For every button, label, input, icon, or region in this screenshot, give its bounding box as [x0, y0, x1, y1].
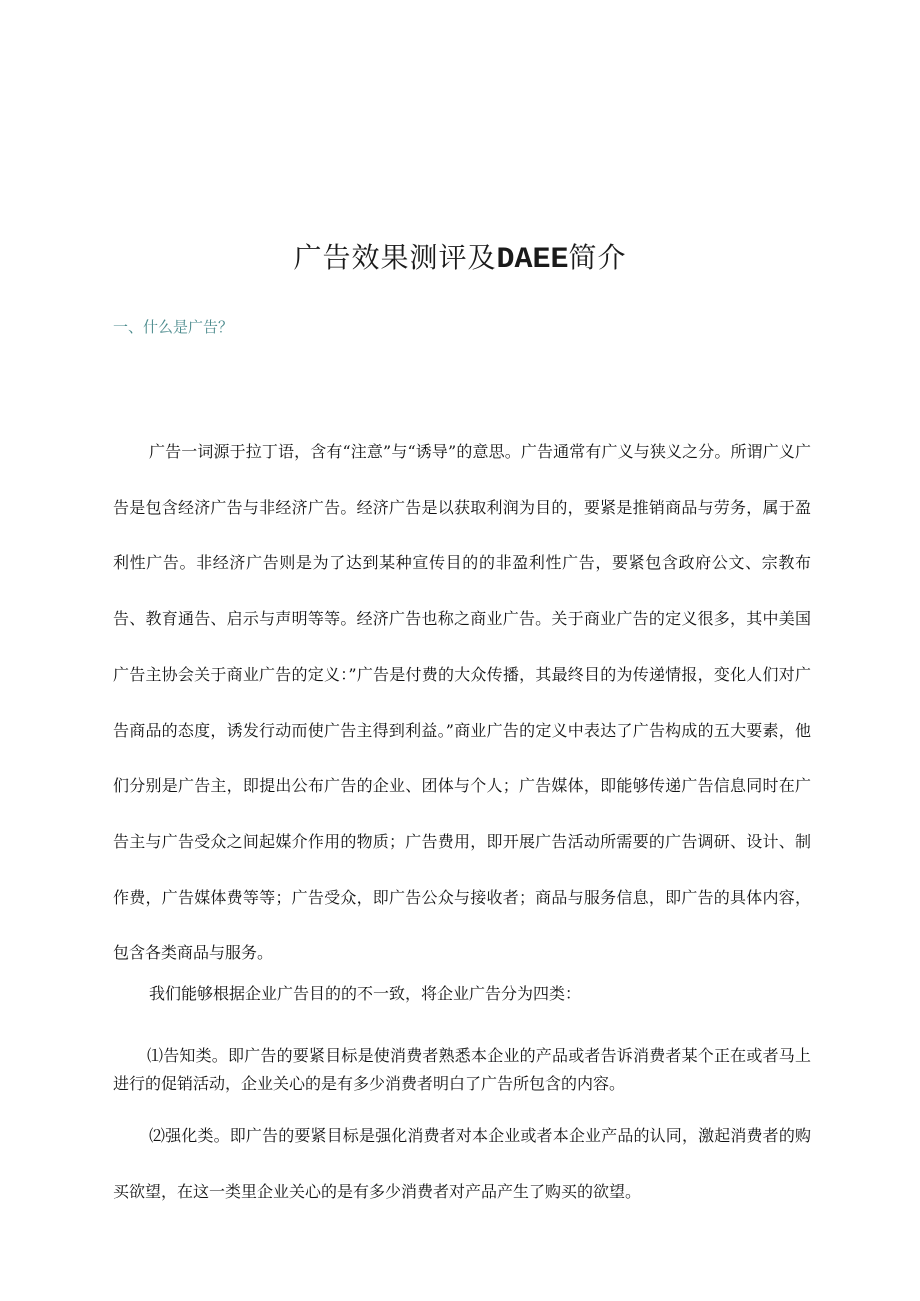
title-latin: DAEE: [496, 243, 569, 277]
document-title: [0, 236, 920, 282]
paragraph-inform-type: ⑴告知类。即广告的要紧目标是使消费者熟悉本企业的产品或者告诉消费者某个正在或者马上进行的促销活动，企业关心的是有多少消费者明白了广告所包含的内容。: [113, 1046, 811, 1093]
title-prefix: 广告效果测评及: [293, 241, 497, 274]
section-heading: 一、什么是广告？: [113, 318, 234, 336]
paragraph-categories-intro: 我们能够根据企业广告目的的不一致，将企业广告分为四类：: [149, 984, 582, 1003]
paragraph-definition: 广告一词源于拉丁语，含有“注意”与“诱导”的意思。广告通常有广义与狭义之分。所谓广义广告是包含经济广告与非经济广告。经济广告是以获取利润为目的，要紧是推销商品与劳务，属于盈利性广告。非经济广告则是为了达到某种宣传目的的非盈利性广告，要紧包含政府公文、宗教布告、教育通告、启示与声明等等。经济广告也称之商业广告。关于商业广告的定义很多，其中美国广告主协会关于商业广告的定义：”广告是付费的大众传播，其最终目的为传递情报，变化人们对广告商品的态度，诱发行动而使广告主得到利益。”商业广告的定义中表达了广告构成的五大要素，他们分别是广告主，即提出公布广告的企业、团体与个人；广告媒体，即能够传递广告信息同时在广告主与广告受众之间起媒介作用的物质；广告费用，即开展广告活动所需要的广告调研、设计、制作费，广告媒体费等等；广告受众，即广告公众与接收者；商品与服务信息，即广告的具体内容，包含各类商品与服务。: [113, 442, 811, 963]
title-suffix: 简介: [568, 241, 627, 274]
paragraph-reinforce-type: ⑵强化类。即广告的要紧目标是强化消费者对本企业或者本企业产品的认同，激起消费者的购买欲望，在这一类里企业关心的是有多少消费者对产品产生了购买的欲望。: [113, 1126, 811, 1201]
